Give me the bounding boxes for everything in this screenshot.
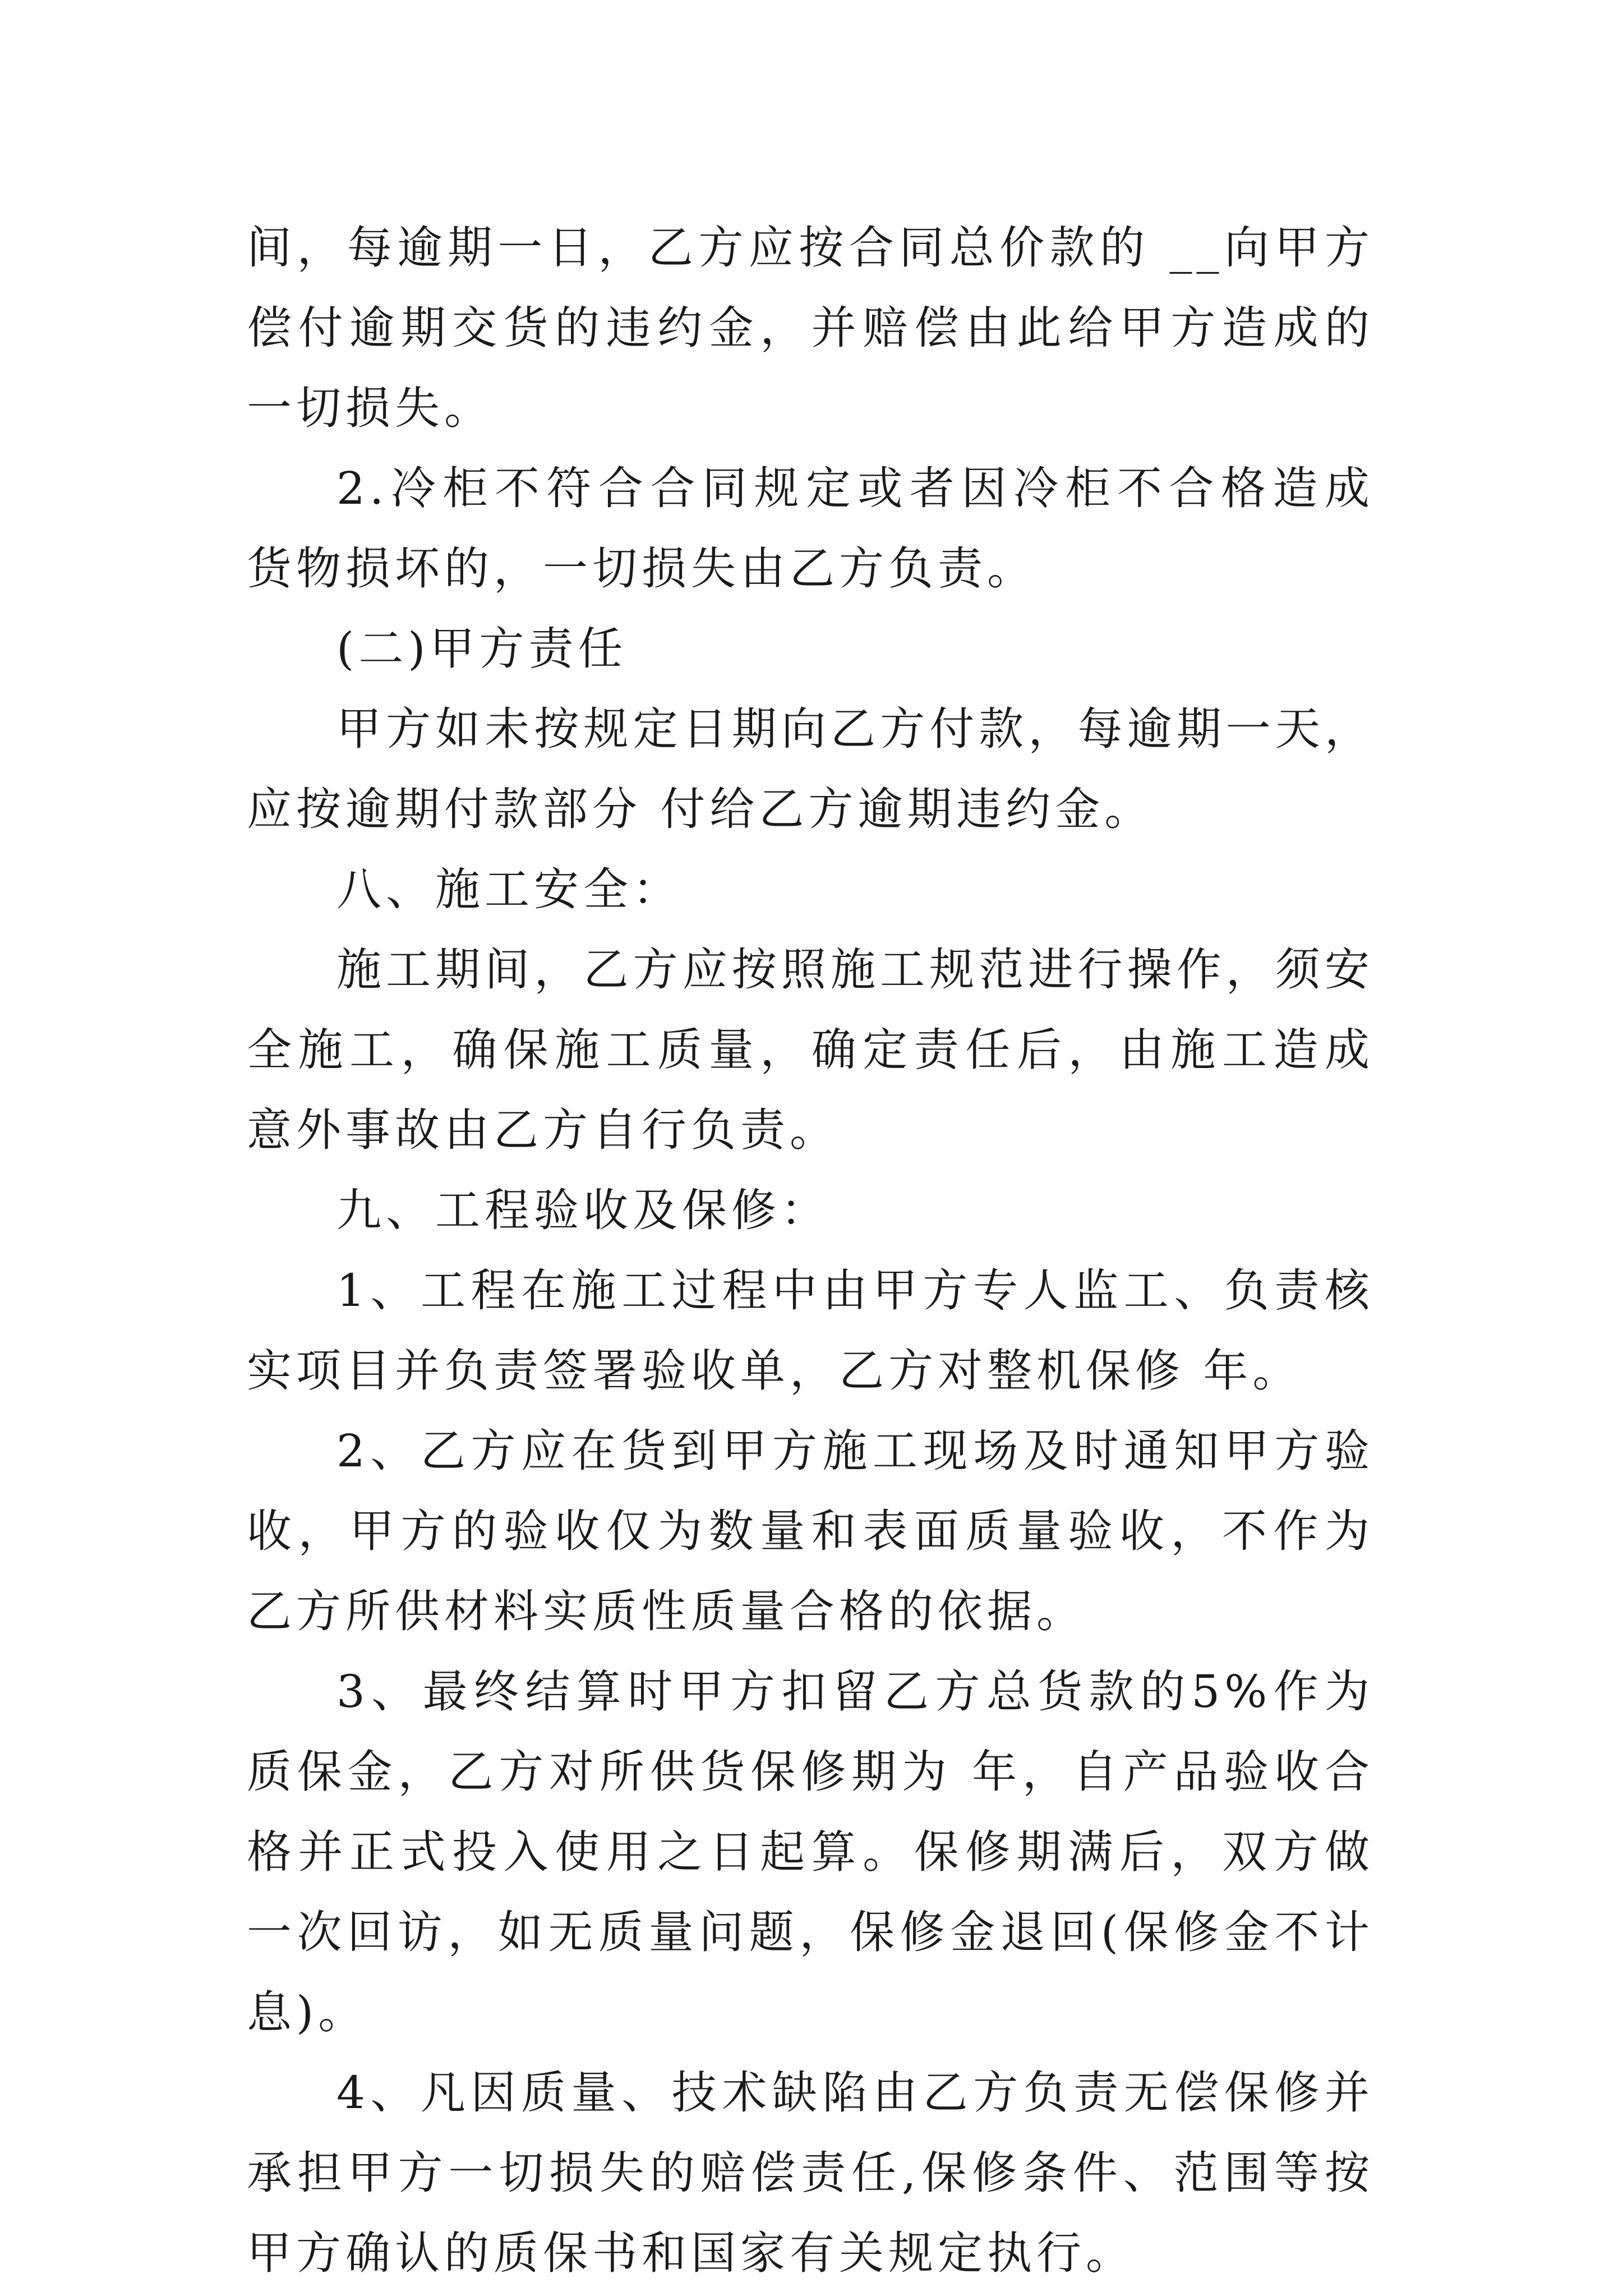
paragraph-late-payment: 甲方如未按规定日期向乙方付款，每逾期一天，应按逾期付款部分 付给乙方逾期违约金。 — [247, 703, 1374, 835]
document-body — [247, 208, 1374, 2293]
paragraph-acceptance-item-4: 4、凡因质量、技术缺陷由乙方负责无偿保修并承担甲方一切损失的赔偿责任,保修条件、范围等按甲方确认的质保书和国家有关规定执行。 — [247, 2067, 1374, 2279]
paragraph-acceptance-item-2: 2、乙方应在货到甲方施工现场及时通知甲方验收，甲方的验收仅为数量和表面质量验收，不作为乙方所供材料实质性质量合格的依据。 — [247, 1425, 1374, 1637]
section-heading-construction-safety: 八、施工安全： — [336, 863, 682, 915]
section-heading-party-a-liability: (二)甲方责任 — [336, 623, 628, 675]
paragraph-acceptance-item-3: 3、最终结算时甲方扣留乙方总货款的5%作为质保金，乙方对所供货保修期为 年，自产品验收合格并正式投入使用之日起算。保修期满后，双方做一次回访，如无质量问题，保修金退回(保修金不计息)。 — [247, 1665, 1374, 2039]
section-heading-acceptance-warranty: 九、工程验收及保修： — [336, 1184, 830, 1236]
paragraph-acceptance-item-1: 1、工程在施工过程中由甲方专人监工、负责核实项目并负责签署验收单，乙方对整机保修 年。 — [247, 1264, 1374, 1397]
paragraph-freezer-defect: 2.冷柜不符合合同规定或者因冷柜不合格造成货物损坏的，一切损失由乙方负责。 — [247, 462, 1374, 595]
paragraph-penalty-continuation: 间，每逾期一日，乙方应按合同总价款的 __向甲方偿付逾期交货的违约金，并赔偿由此给甲方造成的一切损失。 — [247, 222, 1374, 434]
paragraph-construction-safety: 施工期间，乙方应按照施工规范进行操作，须安全施工，确保施工质量，确定责任后，由施工造成意外事故由乙方自行负责。 — [247, 944, 1374, 1156]
